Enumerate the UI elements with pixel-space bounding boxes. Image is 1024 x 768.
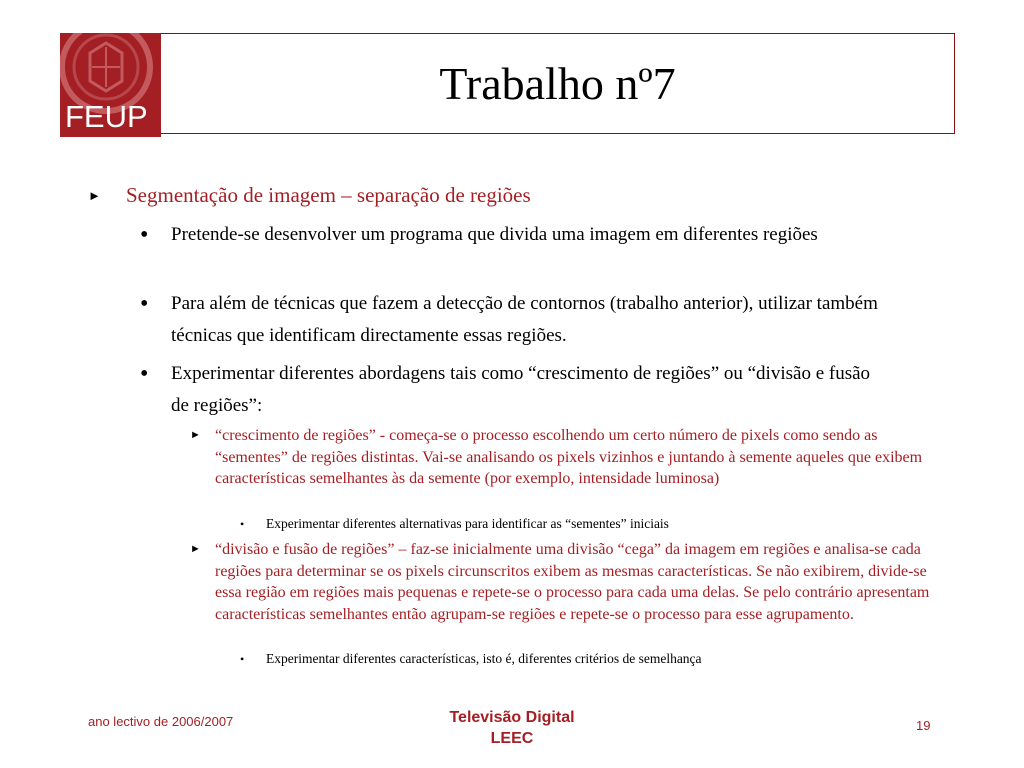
title-box bbox=[161, 33, 955, 134]
arrow-bullet-icon: ► bbox=[190, 543, 201, 555]
logo-text: FEUP bbox=[65, 99, 148, 134]
main-bullet-text: Segmentação de imagem – separação de regiões bbox=[126, 183, 531, 207]
feup-logo bbox=[60, 33, 161, 137]
bullet-3-text: Experimentar diferentes abordagens tais como “crescimento de regiões” ou “divisão e fusão de regiões”: bbox=[171, 363, 871, 416]
sub-sub-bullet-2-text: Experimentar diferentes características, isto é, diferentes critérios de semelhança bbox=[266, 651, 702, 666]
footer-course-program: LEEC bbox=[490, 730, 534, 747]
page-number: 19 bbox=[916, 718, 931, 733]
arrow-bullet-icon: ► bbox=[190, 429, 201, 441]
dot-bullet-icon: • bbox=[140, 222, 149, 248]
sub-bullet-1-text: “crescimento de regiões” - começa-se o processo escolhendo um certo número de pixels como sendo as “sementes” de regiões distintas. Vai-se analisando os pixels vizinhos e juntando à semente aqueles que exibem características semelhantes às da semente (por exemplo, intensidade luminosa) bbox=[215, 427, 923, 487]
sub-bullet-2-text: “divisão e fusão de regiões” – faz-se inicialmente uma divisão “cega” da imagem em regiões e analisa-se cada regiões para determinar se os pixels circunscritos exibem as mesmas características. Se não exibirem, divide-se essa região em regiões mais pequenas e repete-se o processo para cada uma delas. Se pelo contrário apresentam características semelhantes então agrupam-se regiões e repete-se o processo para esse agrupamento. bbox=[215, 541, 930, 623]
dot-bullet-icon: • bbox=[240, 517, 245, 531]
bullet-1-text: Pretende-se desenvolver um programa que divida uma imagem em diferentes regiões bbox=[171, 224, 818, 245]
arrow-bullet-icon: ► bbox=[88, 188, 101, 203]
page-title: Trabalho nº7 bbox=[439, 58, 676, 109]
footer-course-title: Televisão Digital bbox=[449, 709, 575, 726]
dot-bullet-icon: • bbox=[240, 652, 245, 666]
footer-course bbox=[412, 707, 612, 749]
bullet-2-text: Para além de técnicas que fazem a detecção de contornos (trabalho anterior), utilizar também técnicas que identificam directamente essas regiões. bbox=[171, 293, 878, 346]
sub-sub-bullet-1-text: Experimentar diferentes alternativas para identificar as “sementes” iniciais bbox=[266, 516, 669, 531]
dot-bullet-icon: • bbox=[140, 361, 149, 387]
footer-year: ano lectivo de 2006/2007 bbox=[88, 714, 234, 729]
dot-bullet-icon: • bbox=[140, 291, 149, 317]
